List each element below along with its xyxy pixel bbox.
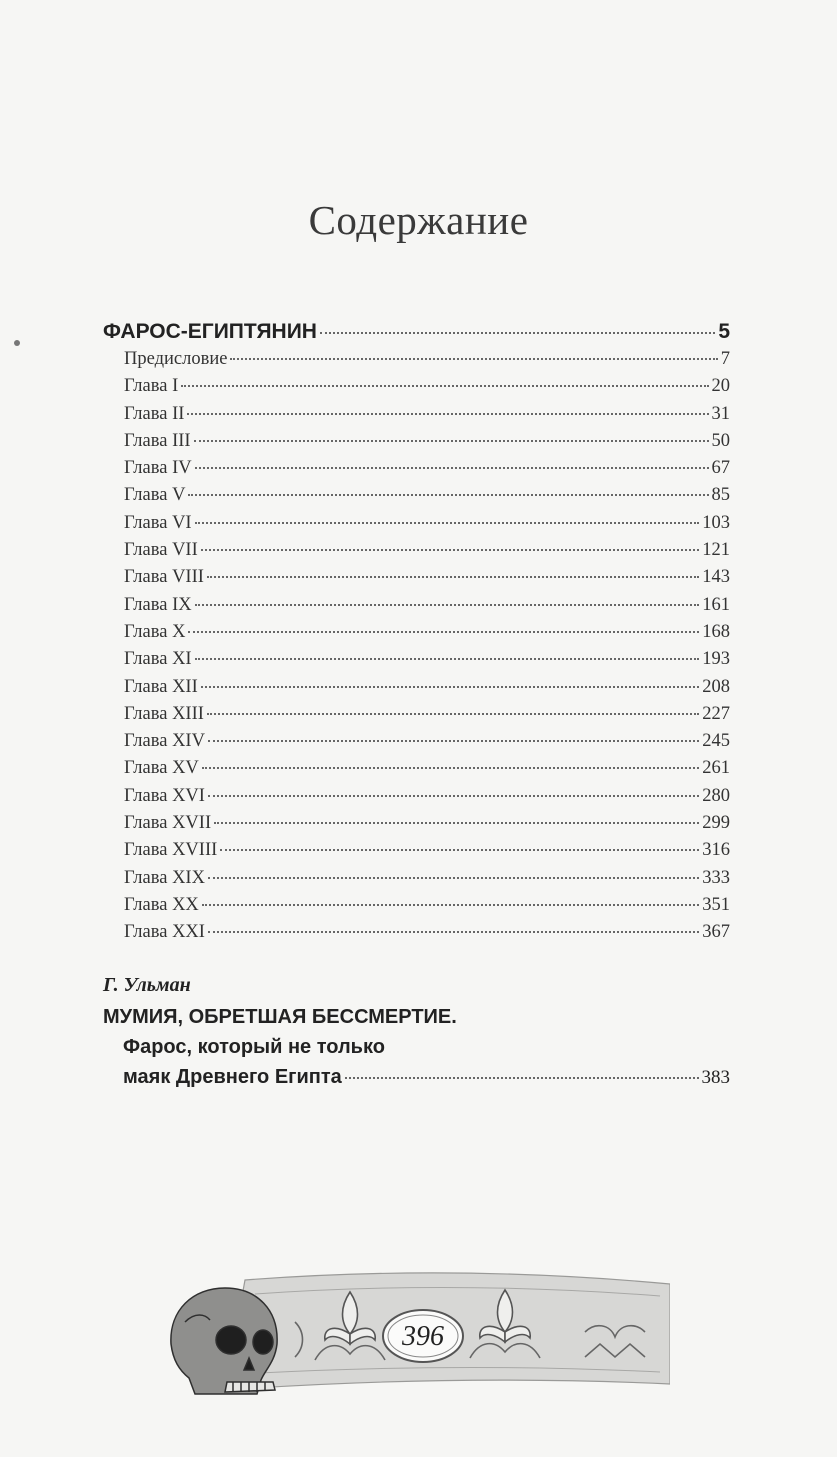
chapter-title: Глава II [124, 403, 185, 424]
chapter-title: Глава III [124, 430, 191, 451]
chapter-title: Глава IV [124, 458, 192, 479]
chapter-title: Глава V [124, 485, 186, 506]
chapter-title: Глава XIII [124, 703, 204, 724]
toc-chapter-entry[interactable] [103, 564, 730, 591]
dot-leader [202, 767, 699, 769]
dot-leader [195, 658, 700, 660]
essay-subtitle-row [103, 1062, 730, 1092]
chapter-page-number: 143 [702, 567, 730, 588]
dot-leader [208, 740, 699, 742]
dot-leader [194, 440, 709, 442]
chapter-list [103, 346, 730, 947]
toc-chapter-entry[interactable] [103, 783, 730, 810]
chapter-page-number: 299 [702, 813, 730, 834]
toc-chapter-entry[interactable] [103, 701, 730, 728]
chapter-page-number: 31 [711, 403, 730, 424]
chapter-page-number: 208 [702, 676, 730, 697]
chapter-title: Глава XVIII [124, 840, 218, 861]
toc-chapter-entry[interactable] [103, 619, 730, 646]
essay-author: Г. Ульман [103, 974, 191, 996]
chapter-title: Глава VII [124, 540, 198, 561]
dot-leader [208, 877, 699, 879]
toc-chapter-entry[interactable] [103, 728, 730, 755]
dot-leader [320, 332, 715, 334]
chapter-page-number: 367 [702, 922, 730, 943]
toc-chapter-entry[interactable] [103, 892, 730, 919]
essay-title: МУМИЯ, ОБРЕТШАЯ БЕССМЕРТИЕ. [103, 1006, 457, 1028]
dot-leader [188, 631, 699, 633]
dot-leader [201, 686, 699, 688]
chapter-page-number: 161 [702, 594, 730, 615]
chapter-title: Глава XXI [124, 922, 205, 943]
dot-leader [187, 413, 708, 415]
dot-leader [201, 549, 699, 551]
toc-chapter-entry[interactable] [103, 646, 730, 673]
dot-leader [207, 576, 699, 578]
chapter-page-number: 20 [711, 376, 730, 397]
dot-leader [220, 849, 699, 851]
dot-leader [214, 822, 699, 824]
dot-leader [208, 931, 699, 933]
toc-part-entry[interactable] [103, 318, 730, 346]
dot-leader [181, 385, 708, 387]
chapter-page-number: 280 [702, 785, 730, 806]
chapter-title: Глава XVII [124, 813, 212, 834]
chapter-title: Глава XVI [124, 785, 205, 806]
chapter-page-number: 50 [711, 430, 730, 451]
toc-chapter-entry[interactable] [103, 346, 730, 373]
chapter-title: Глава XIX [124, 867, 205, 888]
dot-leader [207, 713, 699, 715]
chapter-page-number: 245 [702, 731, 730, 752]
toc-chapter-entry[interactable] [103, 755, 730, 782]
chapter-title: Глава X [124, 621, 186, 642]
chapter-title: Глава VI [124, 512, 192, 533]
chapter-page-number: 7 [720, 349, 730, 369]
part-title: ФАРОС-ЕГИПТЯНИН [103, 320, 317, 343]
chapter-title: Глава VIII [124, 567, 204, 588]
toc-chapter-entry[interactable] [103, 510, 730, 537]
chapter-title: Глава XV [124, 758, 199, 779]
page-number: 396 [402, 1321, 444, 1352]
page-title: Содержание [308, 197, 529, 243]
dot-leader [188, 494, 708, 496]
toc-chapter-entry[interactable] [103, 482, 730, 509]
chapter-page-number: 316 [702, 840, 730, 861]
toc-chapter-entry[interactable] [103, 428, 730, 455]
dot-leader [195, 604, 700, 606]
toc-chapter-entry[interactable] [103, 865, 730, 892]
toc-essay-entry[interactable] [103, 1002, 730, 1092]
chapter-page-number: 193 [702, 649, 730, 670]
toc-chapter-entry[interactable] [103, 810, 730, 837]
part-page-number: 5 [718, 320, 730, 343]
toc-chapter-entry[interactable] [103, 919, 730, 946]
chapter-page-number: 67 [711, 458, 730, 479]
chapter-page-number: 103 [702, 512, 730, 533]
chapter-title: Глава XII [124, 676, 198, 697]
table-of-contents [103, 318, 730, 947]
essay-subtitle-line2: маяк Древнего Египта [123, 1066, 342, 1088]
essay-subtitle-line1: Фарос, который не только [123, 1036, 385, 1058]
chapter-page-number: 121 [702, 540, 730, 561]
chapter-page-number: 227 [702, 703, 730, 724]
dot-leader [195, 522, 700, 524]
toc-chapter-entry[interactable] [103, 592, 730, 619]
toc-chapter-entry[interactable] [103, 537, 730, 564]
essay-page-number: 383 [701, 1067, 730, 1088]
dot-leader [345, 1077, 699, 1079]
chapter-title: Глава XX [124, 894, 199, 915]
chapter-title: Глава I [124, 376, 179, 397]
chapter-page-number: 168 [702, 621, 730, 642]
chapter-title: Глава XI [124, 649, 192, 670]
dot-leader [202, 904, 699, 906]
chapter-title: Глава XIV [124, 731, 205, 752]
chapter-page-number: 261 [702, 758, 730, 779]
dot-leader [208, 795, 699, 797]
chapter-page-number: 85 [711, 485, 730, 506]
toc-chapter-entry[interactable] [103, 837, 730, 864]
toc-chapter-entry[interactable] [103, 373, 730, 400]
dot-leader [195, 467, 709, 469]
toc-chapter-entry[interactable] [103, 674, 730, 701]
toc-chapter-entry[interactable] [103, 401, 730, 428]
chapter-title: Глава IX [124, 594, 192, 615]
dot-leader [230, 358, 717, 360]
chapter-page-number: 351 [702, 894, 730, 915]
paper-speck [14, 340, 20, 346]
toc-chapter-entry[interactable] [103, 455, 730, 482]
chapter-title: Предисловие [124, 349, 228, 369]
chapter-page-number: 333 [702, 867, 730, 888]
